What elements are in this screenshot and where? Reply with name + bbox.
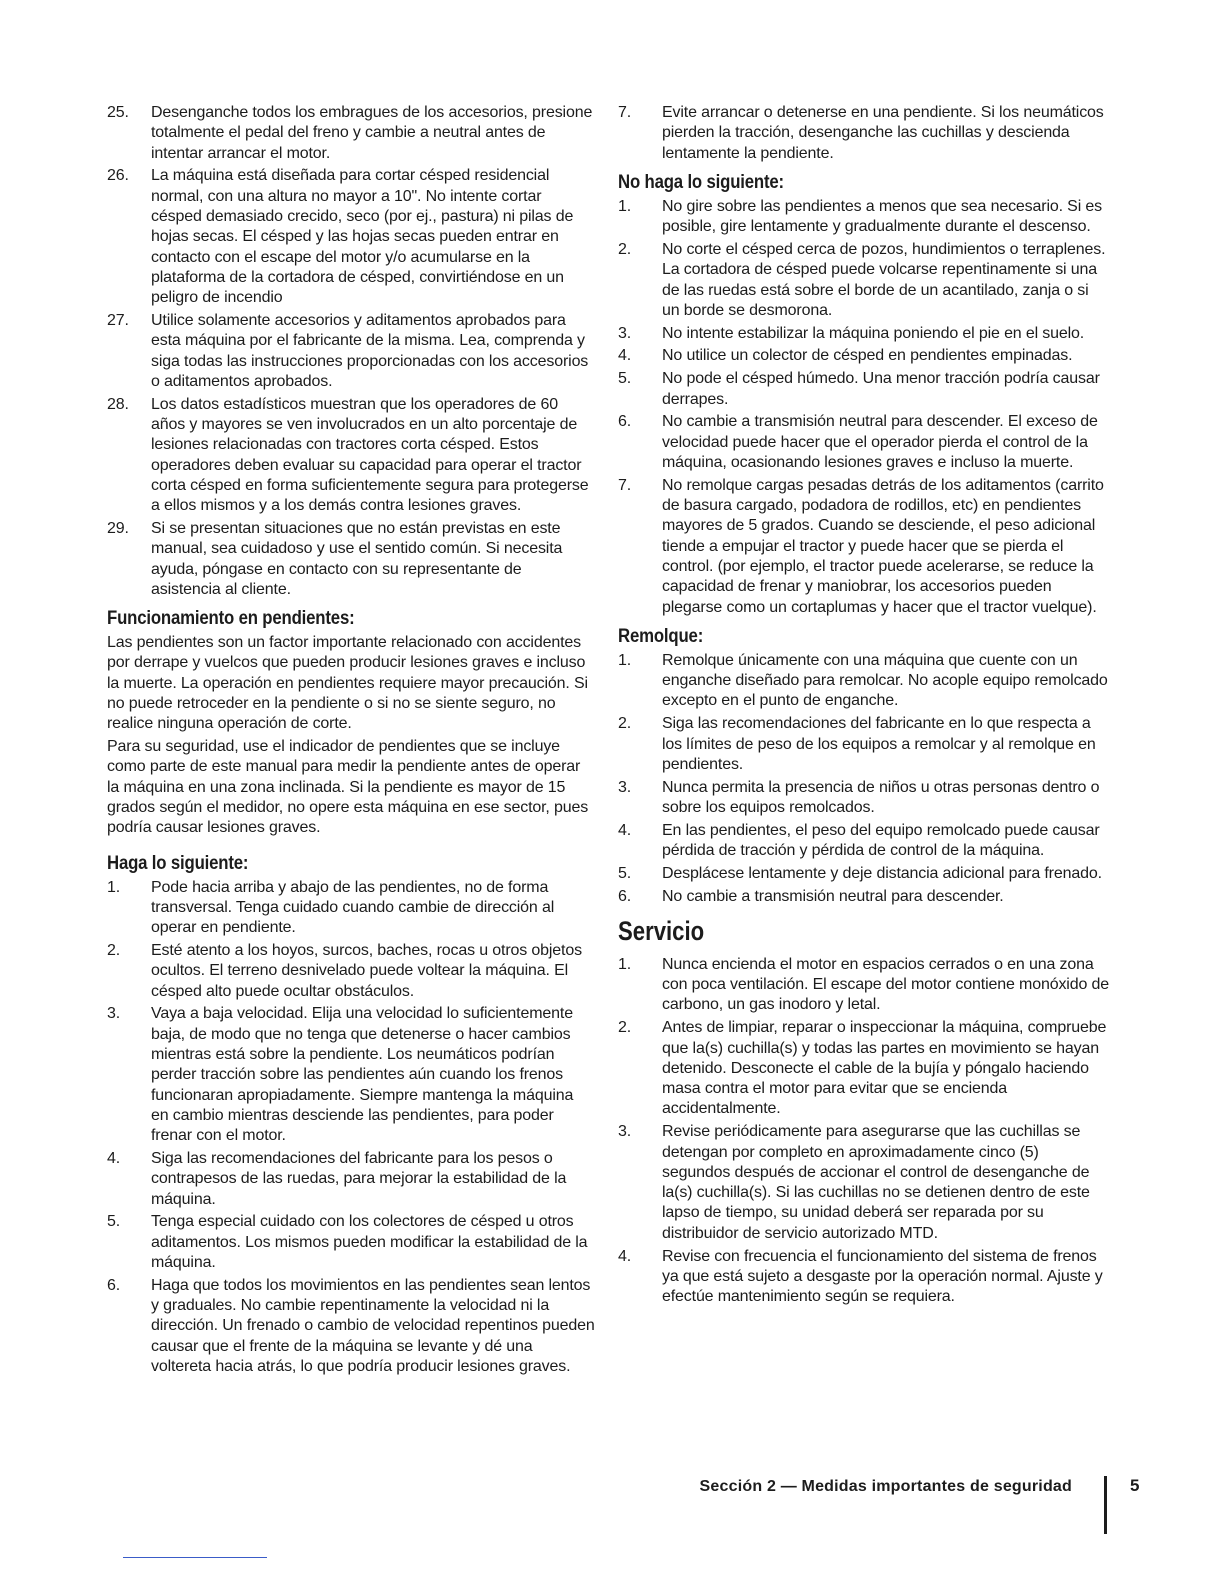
list-item-text: Evite arrancar o detenerse en una pendiente. Si los neumáticos pierden la tracción, desenganche las cuchillas y descienda lentamente la pendiente. xyxy=(662,104,1104,162)
list-item-number: 28. xyxy=(107,395,129,413)
footer-section-label: Sección 2 — Medidas importantes de seguridad xyxy=(699,1478,1072,1495)
list-item-number: 1. xyxy=(618,197,632,215)
list-item-text: Revise con frecuencia el funcionamiento del sistema de frenos ya que está sujeto a desgaste por la operación normal. Ajuste y efectúe mantenimiento según se requiera. xyxy=(662,1247,1103,1306)
list-item-number: 2. xyxy=(618,240,632,258)
do-heading: Haga lo siguiente: xyxy=(107,851,249,874)
list-item-number: 26. xyxy=(107,167,129,185)
list-item xyxy=(618,369,1110,410)
list-item-number: 2. xyxy=(618,1019,632,1037)
list-item-text: Siga las recomendaciones del fabricante para los pesos o contrapesos de las ruedas, para mejorar la estabilidad de la máquina. xyxy=(151,1149,567,1208)
list-item-number: 1. xyxy=(107,878,121,896)
list-item-number: 6. xyxy=(107,1276,121,1294)
list-item-number: 6. xyxy=(618,413,632,431)
right-column xyxy=(618,103,1110,1310)
slopes-paragraph-1: Las pendientes son un factor importante relacionado con accidentes por derrape y vuelcos que pueden producir lesiones graves e incluso la muerte. La operación en pendientes requiere mayor precaución. Si no puede retroceder en la pendiente o si no se siente seguro, no realice ninguna operación de corte. xyxy=(107,634,588,733)
list-item xyxy=(618,651,1110,712)
list-item xyxy=(107,941,595,1002)
list-item-number: 7. xyxy=(618,476,632,494)
list-item-number: 5. xyxy=(618,370,632,388)
list-item xyxy=(618,346,1110,366)
list-item xyxy=(107,395,595,517)
list-item-text: No cambie a transmisión neutral para descender. El exceso de velocidad puede hacer que el operador pierda el control de la máquina, ocasionando lesiones graves e incluso la muerte. xyxy=(662,413,1098,471)
list-item-text: Vaya a baja velocidad. Elija una velocidad lo suficientemente baja, de modo que no tenga que detenerse o hacer cambios mientras está sobre la pendiente. Los neumáticos podrían perder tracción sobre las pendientes aún cuando los frenos funcionaran apropiadamente. Siempre mantenga la máquina en cambio mientras desciende las pendientes, para poder frenar con el motor. xyxy=(151,1005,574,1145)
list-item-number: 4. xyxy=(107,1149,121,1167)
list-item xyxy=(618,103,1110,164)
list-item-text: No pode el césped húmedo. Una menor tracción podría causar derrapes. xyxy=(662,370,1100,408)
list-item-number: 3. xyxy=(107,1005,121,1023)
list-item-text: En las pendientes, el peso del equipo remolcado puede causar pérdida de tracción y pérdida de control de la máquina. xyxy=(662,821,1100,859)
list-item-number: 5. xyxy=(107,1213,121,1231)
tow-list xyxy=(618,651,1110,907)
list-item xyxy=(618,324,1110,344)
list-item-number: 7. xyxy=(618,104,632,121)
list-item-text: No cambie a transmisión neutral para descender. xyxy=(662,887,1004,905)
footer-divider xyxy=(1104,1476,1107,1534)
list-item-number: 4. xyxy=(618,821,632,839)
list-item-number: 25. xyxy=(107,104,129,121)
list-item xyxy=(107,311,595,392)
list-item xyxy=(107,1004,595,1146)
list-item xyxy=(107,1212,595,1273)
list-item-text: Los datos estadísticos muestran que los operadores de 60 años y mayores se ven involucrados en un alto porcentaje de lesiones relacionadas con tractores corta césped. Estos operadores deben evaluar su capacidad para operar el tractor corta césped en forma suficientemente segura para protegerse a ellos mismos y a los demás contra lesiones graves. xyxy=(151,395,589,515)
list-item-text: No intente estabilizar la máquina poniendo el pie en el suelo. xyxy=(662,324,1085,342)
list-item xyxy=(618,1247,1110,1308)
list-item xyxy=(618,1018,1110,1119)
list-item-number: 5. xyxy=(618,864,632,882)
list-item-text: Siga las recomendaciones del fabricante en lo que respecta a los límites de peso de los equipos a remolcar y al remolque en pendientes. xyxy=(662,715,1096,773)
safety-list-continued xyxy=(107,103,595,600)
list-item-text: Tenga especial cuidado con los colectores de césped u otros aditamentos. Los mismos pueden modificar la estabilidad de la máquina. xyxy=(151,1213,588,1271)
list-item-number: 1. xyxy=(618,955,632,973)
list-item xyxy=(618,714,1110,775)
list-item-text: Nunca encienda el motor en espacios cerrados o en una zona con poca ventilación. El escape del motor contiene monóxido de carbono, un gas inodoro y letal. xyxy=(662,955,1109,1014)
list-item-number: 2. xyxy=(107,941,121,959)
list-item-text: No utilice un colector de césped en pendientes empinadas. xyxy=(662,347,1073,365)
bottom-rule xyxy=(123,1557,267,1558)
list-item-text: No remolque cargas pesadas detrás de los aditamentos (carrito de basura cargado, podadora de rodillos, etc) en pendientes mayores de 5 grados. Cuando se desciende, el peso adicional tiende a empujar el tractor y puede hacer que se pierda el control. (por ejemplo, el tractor puede acelerarse, se reduce la capacidad de frenar y maniobrar, los accesorios pueden plegarse como un cortaplumas y hacer que el tractor vuelque). xyxy=(662,476,1104,616)
dont-list xyxy=(618,197,1110,618)
list-item-text: Revise periódicamente para asegurarse que las cuchillas se detengan por completo en aproximadamente cinco (5) segundos después de accionar el control de desenganche de la(s) cuchilla(s). Si las cuchillas no se detienen dentro de este lapso de tiempo, su unidad deberá ser reparada por su distribuidor de servicio autorizado MTD. xyxy=(662,1123,1090,1242)
list-item-number: 29. xyxy=(107,519,129,537)
list-item-text: Haga que todos los movimientos en las pendientes sean lentos y graduales. No cambie repentinamente la velocidad ni la dirección. Un frenado o cambio de velocidad repentinos pueden causar que el frente de la máquina se levante y dé una voltereta hacia atrás, lo que podría producir lesiones graves. xyxy=(151,1276,595,1375)
list-item-text: Desenganche todos los embragues de los accesorios, presione totalmente el pedal del freno y cambie a neutral antes de intentar arrancar el motor. xyxy=(151,104,593,162)
list-item-text: Antes de limpiar, reparar o inspeccionar la máquina, compruebe que la(s) cuchilla(s) y todas las partes en movimiento se hayan detenido. Desconecte el cable de la bujía y póngalo haciendo masa contra el motor para evitar que se encienda accidentalmente. xyxy=(662,1019,1107,1118)
list-item xyxy=(618,778,1110,819)
list-item xyxy=(618,240,1110,321)
list-item xyxy=(107,878,595,939)
list-item-text: Utilice solamente accesorios y aditamentos aprobados para esta máquina por el fabricante de la misma. Lea, comprenda y siga todas las instrucciones proporcionadas con los accesorios o aditamentos aprobados. xyxy=(151,311,589,390)
list-item-number: 4. xyxy=(618,347,632,365)
list-item-text: Remolque únicamente con una máquina que cuente con un enganche diseñado para remolcar. No acople equipo remolcado excepto en el punto de enganche. xyxy=(662,651,1108,710)
list-item-text: La máquina está diseñada para cortar césped residencial normal, con una altura no mayor a 10". No intente cortar césped demasiado crecido, seco (por ej., pastura) ni pilas de hojas secas. El césped y las hojas secas pueden entrar en contacto con el escape del motor y/o acumularse en la plataforma de la cortadora de césped, convirtiéndose en un peligro de incendio xyxy=(151,167,574,307)
list-item xyxy=(618,821,1110,862)
list-item xyxy=(618,412,1110,473)
slopes-heading: Funcionamiento en pendientes: xyxy=(107,607,355,630)
list-item xyxy=(107,103,595,164)
list-item-text: Pode hacia arriba y abajo de las pendientes, no de forma transversal. Tenga cuidado cuando cambie de dirección al operar en pendiente. xyxy=(151,878,555,937)
list-item xyxy=(618,1122,1110,1244)
list-item-text: No gire sobre las pendientes a menos que sea necesario. Si es posible, gire lentamente y gradualmente durante el descenso. xyxy=(662,197,1103,236)
service-heading: Servicio xyxy=(618,915,705,946)
list-item xyxy=(107,1276,595,1377)
list-item xyxy=(107,519,595,600)
list-item-number: 4. xyxy=(618,1247,632,1265)
list-item xyxy=(618,864,1110,884)
slopes-paragraph-2: Para su seguridad, use el indicador de pendientes que se incluye como parte de este manual para medir la pendiente antes de operar la máquina en una zona inclinada. Si la pendiente es mayor de 15 grados según el medidor, no opere esta máquina en ese sector, pues podría causar lesiones graves. xyxy=(107,738,589,837)
list-item-number: 1. xyxy=(618,651,632,669)
list-item xyxy=(618,887,1110,907)
list-item xyxy=(618,476,1110,618)
list-item xyxy=(107,1149,595,1210)
list-item-number: 27. xyxy=(107,311,129,329)
list-item-text: No corte el césped cerca de pozos, hundimientos o terraplenes. La cortadora de césped puede volcarse repentinamente si una de las ruedas está sobre el borde de un acantilado, zanja o si un borde se desmorona. xyxy=(662,240,1106,319)
list-item-text: Esté atento a los hoyos, surcos, baches, rocas u otros objetos ocultos. El terreno desnivelado puede voltear la máquina. El césped alto puede ocultar obstáculos. xyxy=(151,941,582,1000)
list-item-text: Si se presentan situaciones que no están previstas en este manual, sea cuidadoso y use el sentido común. Si necesita ayuda, póngase en contacto con su representante de asistencia al cliente. xyxy=(151,519,563,598)
dont-heading: No haga lo siguiente: xyxy=(618,170,784,193)
left-column xyxy=(107,103,595,1380)
list-item xyxy=(618,197,1110,238)
list-item xyxy=(107,166,595,308)
list-item-text: Nunca permita la presencia de niños u otras personas dentro o sobre los equipos remolcados. xyxy=(662,778,1100,816)
service-list xyxy=(618,955,1110,1308)
list-item-number: 3. xyxy=(618,778,632,796)
list-item-number: 6. xyxy=(618,887,632,905)
do-list-continued xyxy=(618,103,1110,164)
tow-heading: Remolque: xyxy=(618,624,704,647)
list-item-number: 3. xyxy=(618,1123,632,1141)
list-item-number: 2. xyxy=(618,715,632,733)
list-item-number: 3. xyxy=(618,324,632,342)
list-item xyxy=(618,955,1110,1016)
list-item-text: Desplácese lentamente y deje distancia adicional para frenado. xyxy=(662,864,1102,882)
do-list xyxy=(107,878,595,1378)
page-number: 5 xyxy=(1130,1476,1140,1495)
